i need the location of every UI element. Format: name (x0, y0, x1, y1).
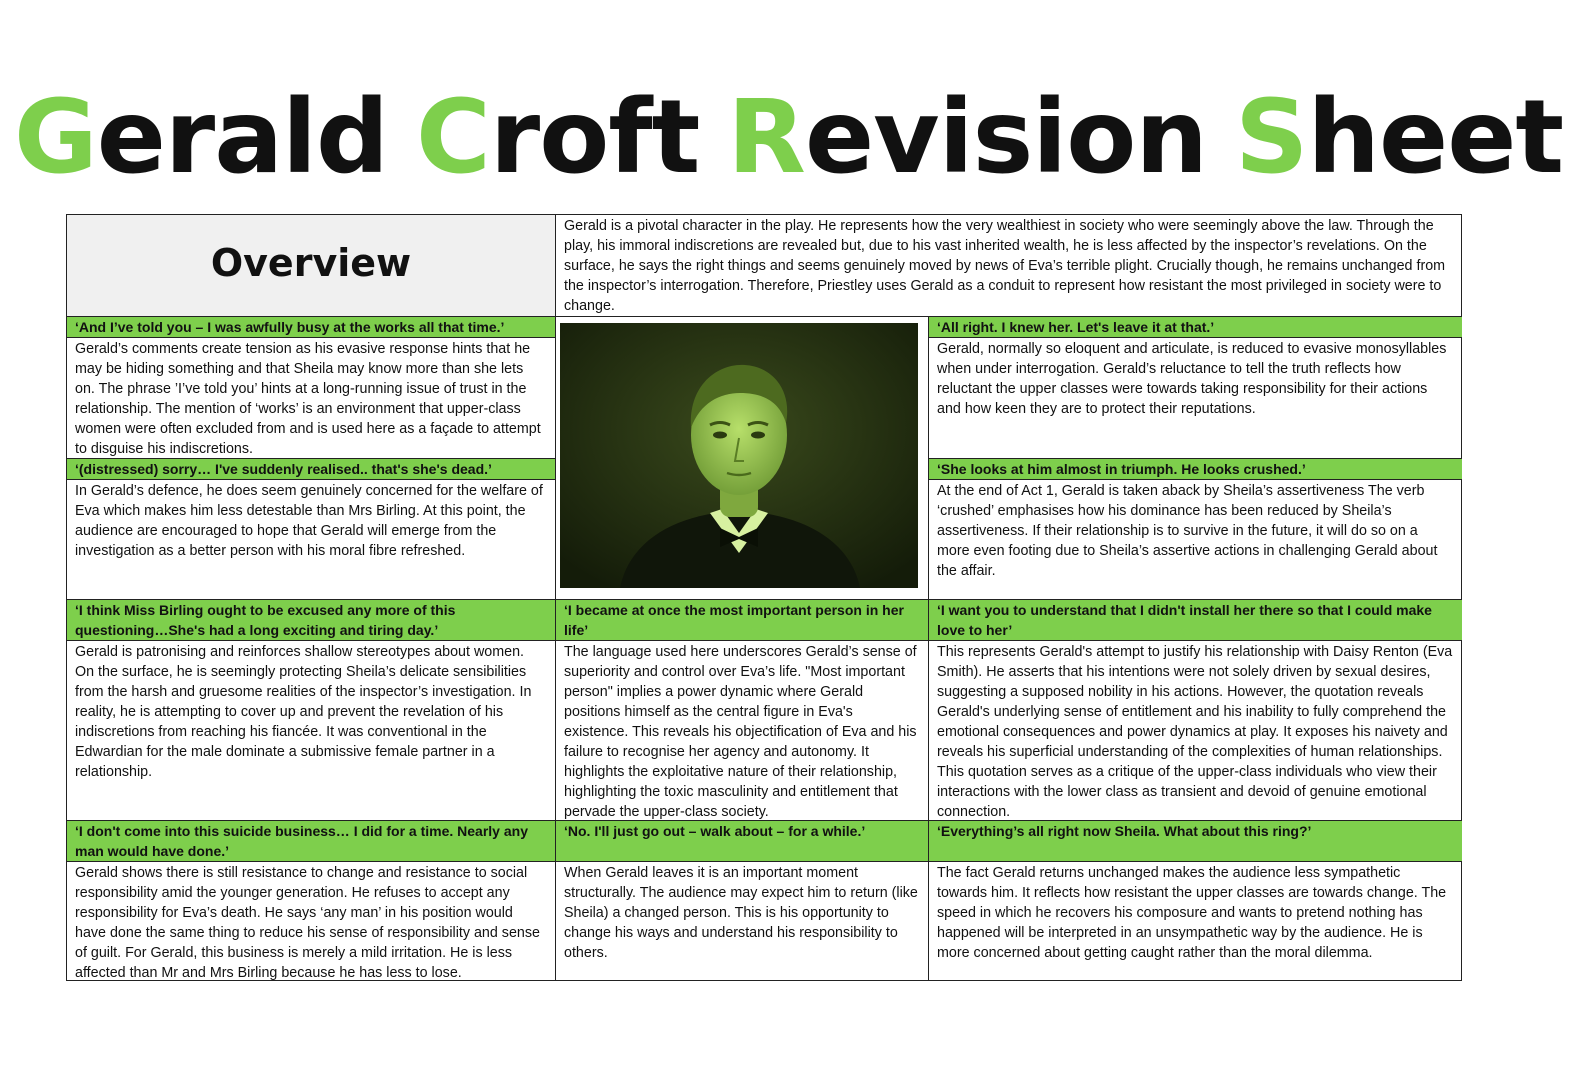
title-word-sheet: Sheet (1234, 78, 1564, 197)
analysis-9: When Gerald leaves it is an important moment structurally. The audience may expect him to return (like Sheila) a changed person. This is his opportunity to change his ways and understand his responsibility to others. (555, 861, 928, 980)
analysis-1: Gerald’s comments create tension as his evasive response hints that he may be hiding something and that Sheila may know more than she lets on. The phrase ’I’ve told you’ hints at a long-running issue of trust in the relationship. The mention of ‘works’ is an environment that upper-class women were often excluded from and is used here as a façade to attempt to disguise his indiscretions. (67, 337, 555, 458)
overview-text: Gerald is a pivotal character in the play. He represents how the very wealthiest in society who were seemingly above the law. Through the play, his immoral indiscretions are revealed but, due to his vast inherited wealth, he is less affected by the inspector’s revelations. On the surface, he says the right things and seems genuinely moved by news of Eva’s terrible plight. Crucially though, he remains unchanged from the inspector’s interrogation. Therefore, Priestley uses Gerald as a conduit to represent how resistant the most privileged in society were to change. (555, 215, 1462, 316)
title-word-gerald: Gerald (14, 78, 389, 197)
quote-9: ‘No. I'll just go out – walk about – for a while.’ (555, 820, 928, 861)
quote-8: ‘I don't come into this suicide business… I did for a time. Nearly any man would have done.’ (67, 820, 555, 861)
overview-heading-cell (67, 215, 555, 316)
analysis-10: The fact Gerald returns unchanged makes the audience less sympathetic towards him. It reflects how resistant the upper classes are towards change. The speed in which he recovers his composure and wants to pretend nothing has happened will be interpreted in an unsympathetic way by the audience. He is more concerned about getting caught rather than the moral dilemma. (928, 861, 1462, 980)
analysis-2: Gerald, normally so eloquent and articulate, is reduced to evasive monosyllables when under interrogation. Gerald’s reluctance to tell the truth reflects how reluctant the upper classes were towards taking responsibility for their actions and how keen they are to protect their reputations. (928, 337, 1462, 458)
quote-10: ‘Everything’s all right now Sheila. What about this ring?’ (928, 820, 1462, 861)
title-word-croft: Croft (416, 78, 700, 197)
quote-3: ‘(distressed) sorry… I've suddenly realised.. that's she's dead.’ (67, 458, 555, 479)
gerald-portrait-image (560, 323, 918, 588)
overview-heading: Overview (210, 240, 412, 285)
quote-4: ‘She looks at him almost in triumph. He looks crushed.’ (928, 458, 1462, 479)
analysis-4: At the end of Act 1, Gerald is taken aback by Sheila’s assertiveness The verb ‘crushed’ emphasises how his dominance has been reduced by Sheila’s assertiveness. If their relationship is to survive in the future, it will do so on a more even footing due to Sheila’s assertive actions in challenging Gerald about the affair. (928, 479, 1462, 601)
page-title (0, 78, 1564, 198)
analysis-3: In Gerald’s defence, he does seem genuinely concerned for the welfare of Eva which makes him less detestable than Mrs Birling. At this point, the audience are encouraged to hope that Gerald will emerge from the investigation as a better person with his moral fibre refreshed. (67, 479, 555, 601)
quote-5: ‘I think Miss Birling ought to be excused any more of this questioning…She's had a long exciting and tiring day.’ (67, 599, 555, 640)
title-word-revision: Revision (727, 78, 1207, 197)
analysis-6: The language used here underscores Gerald’s sense of superiority and control over Eva’s life. "Most important person" implies a power dynamic where Gerald positions himself as the central figure in Eva's existence. This reveals his objectification of Eva and his failure to recognise her agency and autonomy. It highlights the exploitative nature of their relationship, highlighting the toxic masculinity and entitlement that pervade the upper-class society. (555, 640, 928, 820)
quote-2: ‘All right. I knew her. Let's leave it at that.’ (928, 316, 1462, 337)
analysis-5: Gerald is patronising and reinforces shallow stereotypes about women. On the surface, he is seemingly protecting Sheila’s delicate sensibilities from the harsh and gruesome realities of the inspector’s investigation. In reality, he is attempting to cover up and prevent the revelation of his indiscretions from reaching his fiancée. It was conventional in the Edwardian for the male dominate a submissive female partner in a relationship. (67, 640, 555, 820)
analysis-7: This represents Gerald's attempt to justify his relationship with Daisy Renton (Eva Smith). He asserts that his intentions were not solely driven by sexual desires, suggesting a supposed nobility in his actions. However, the quotation reveals Gerald's underlying sense of entitlement and his inability to fully comprehend the emotional consequences and power dynamics at play. It exposes his naivety and reveals his superficial understanding of the complexities of human relationships. This quotation serves as a critique of the upper-class individuals who view their interactions with the lower class as transient and devoid of genuine emotional connection. (928, 640, 1462, 820)
quote-1: ‘And I’ve told you – I was awfully busy at the works all that time.’ (67, 316, 555, 337)
portrait-svg (560, 323, 918, 588)
quote-7: ‘I want you to understand that I didn't install her there so that I could make love to her’ (928, 599, 1462, 640)
quote-6: ‘I became at once the most important person in her life’ (555, 599, 928, 640)
analysis-8: Gerald shows there is still resistance to change and resistance to social responsibility amid the younger generation. He refuses to accept any responsibility for Eva’s death. He says ‘any man’ in his position would have done the same thing to reduce his sense of responsibility and sense of guilt. For Gerald, this business is merely a mild irritation. He is less affected than Mr and Mrs Birling because he has less to lose. (67, 861, 555, 980)
